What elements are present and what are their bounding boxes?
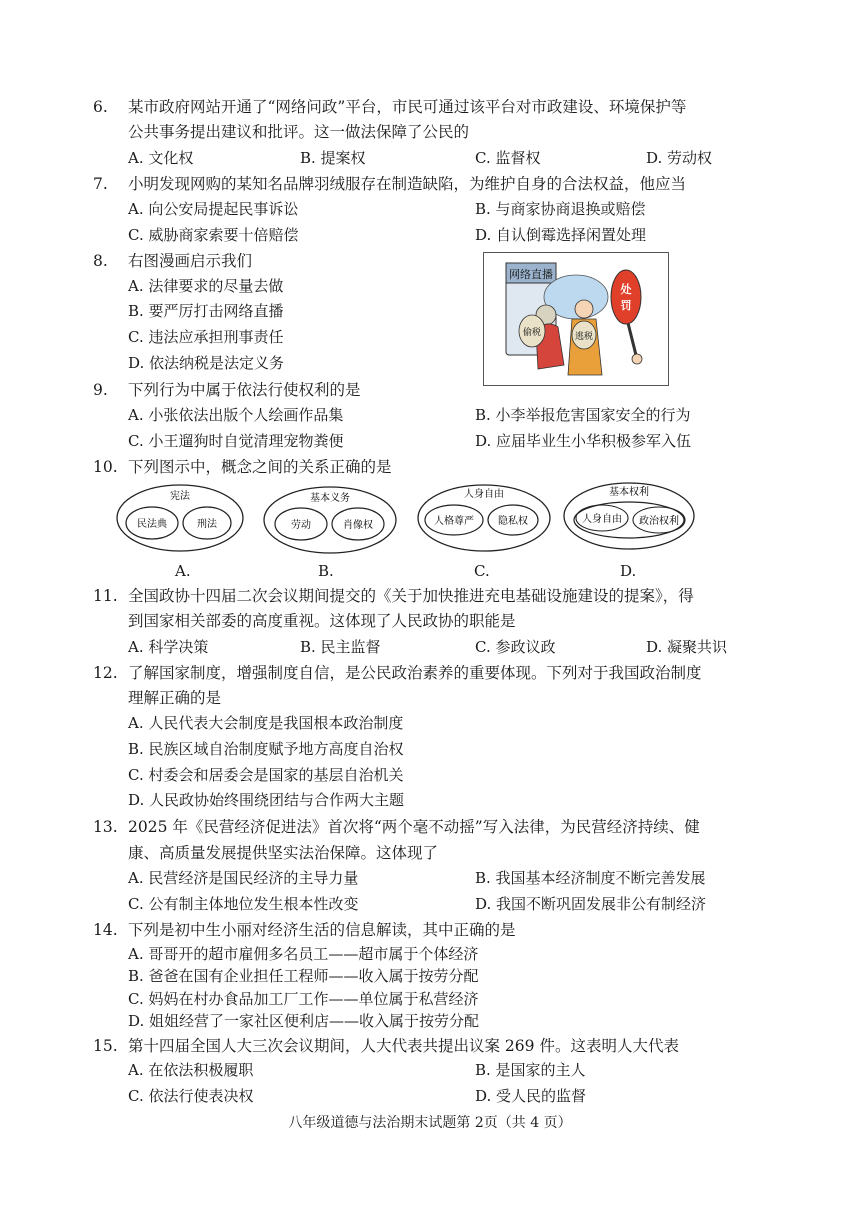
option-d: D. 自认倒霉选择闲置处理 — [475, 226, 647, 244]
option-c: C. 监督权 — [475, 149, 541, 167]
option-a: A. 向公安局提起民事诉讼 — [128, 200, 299, 218]
paddle-text-1: 处 — [620, 283, 632, 296]
question-stem: 下列是初中生小丽对经济生活的信息解读，其中正确的是 — [128, 921, 516, 939]
diagram-d-outer: 基本权利 — [609, 487, 649, 498]
diagram-b-outer: 基本义务 — [310, 493, 350, 504]
option-c: C. 威胁商家索要十倍赔偿 — [128, 226, 299, 244]
option-d: D. 姐姐经营了一家社区便利店——收入属于按劳分配 — [128, 1012, 480, 1030]
option-b: B. 是国家的主人 — [475, 1061, 586, 1079]
question-number: 10. — [93, 458, 118, 476]
diagram-c-letter: C. — [474, 562, 490, 580]
question-number: 6. — [93, 98, 108, 116]
question-stem: 下列行为中属于依法行使权利的是 — [128, 381, 361, 399]
diagram-d-inner-2: 政治权利 — [639, 516, 679, 527]
diagram-c-inner-1: 人格尊严 — [434, 516, 474, 527]
question-number: 14. — [93, 921, 118, 939]
question-stem: 公共事务提出建议和批评。这一做法保障了公民的 — [128, 123, 470, 141]
diagram-a-inner-2: 刑法 — [197, 519, 217, 530]
cartoon-sign-text: 网络直播 — [509, 268, 553, 281]
option-c: C. 违法应承担刑事责任 — [128, 328, 284, 346]
question-stem: 下列图示中，概念之间的关系正确的是 — [128, 458, 392, 476]
option-a: A. 法律要求的尽量去做 — [128, 277, 284, 295]
question-number: 9. — [93, 381, 108, 399]
option-c: C. 依法行使表决权 — [128, 1087, 254, 1105]
option-b: B. 爸爸在国有企业担任工程师——收入属于按劳分配 — [128, 967, 479, 985]
tax-cartoon-image — [483, 252, 669, 386]
question-stem: 康、高质量发展提供坚实法治保障。这体现了 — [128, 844, 439, 862]
diagram-a-letter: A. — [175, 562, 191, 580]
question-stem: 2025 年《民营经济促进法》首次将“两个毫不动摇”写入法律，为民营经济持续、健 — [128, 818, 700, 836]
option-a: A. 在依法积极履职 — [128, 1061, 254, 1079]
option-d: D. 应届毕业生小华积极参军入伍 — [475, 432, 692, 450]
diagram-b-letter: B. — [318, 562, 334, 580]
question-number: 8. — [93, 252, 108, 270]
page-footer: 八年级道德与法治期末试题第 2页（共 4 页） — [288, 1115, 572, 1131]
option-c: C. 公有制主体地位发生根本性改变 — [128, 895, 359, 913]
option-d: D. 受人民的监督 — [475, 1087, 587, 1105]
concept-diagrams — [0, 480, 860, 560]
question-number: 15. — [93, 1037, 118, 1055]
option-b: B. 要严厉打击网络直播 — [128, 302, 284, 320]
question-stem: 第十四届全国人大三次会议期间，人大代表共提出议案 269 件。这表明人大代表 — [128, 1037, 679, 1055]
question-number: 13. — [93, 818, 118, 836]
option-b: B. 提案权 — [300, 149, 366, 167]
diagram-b-inner-1: 劳动 — [291, 520, 311, 531]
question-number: 11. — [93, 587, 118, 605]
option-c: C. 参政议政 — [475, 638, 556, 656]
diagram-b-inner-2: 肖像权 — [343, 520, 373, 531]
question-stem: 某市政府网站开通了“网络问政”平台，市民可通过该平台对市政建设、环境保护等 — [128, 98, 687, 116]
question-number: 7. — [93, 175, 108, 193]
diagram-a-inner-1: 民法典 — [137, 519, 167, 530]
diagram-c-inner-2: 隐私权 — [498, 516, 528, 527]
option-a: A. 民营经济是国民经济的主导力量 — [128, 869, 359, 887]
option-b: B. 与商家协商退换或赔偿 — [475, 200, 646, 218]
option-a: A. 科学决策 — [128, 638, 209, 656]
option-b: B. 我国基本经济制度不断完善发展 — [475, 869, 706, 887]
option-c: C. 小王遛狗时自觉清理宠物粪便 — [128, 432, 344, 450]
question-number: 12. — [93, 664, 118, 682]
option-c: C. 妈妈在村办食品加工厂工作——单位属于私营经济 — [128, 990, 479, 1008]
option-a: A. 人民代表大会制度是我国根本政治制度 — [128, 714, 404, 732]
bag-label-1: 偷税 — [522, 328, 542, 338]
question-stem: 右图漫画启示我们 — [128, 252, 253, 270]
question-stem: 全国政协十四届二次会议期间提交的《关于加快推进充电基础设施建设的提案》，得 — [128, 587, 694, 605]
option-b: B. 民主监督 — [300, 638, 381, 656]
option-d: D. 我国不断巩固发展非公有制经济 — [475, 895, 707, 913]
question-stem: 理解正确的是 — [128, 689, 222, 707]
option-d: D. 依法纳税是法定义务 — [128, 354, 285, 372]
paddle-text-2: 罚 — [620, 299, 632, 312]
option-d: D. 凝聚共识 — [646, 638, 728, 656]
option-a: A. 哥哥开的超市雇佣多名员工——超市属于个体经济 — [128, 945, 479, 963]
question-stem: 了解国家制度，增强制度自信，是公民政治素养的重要体现。下列对于我国政治制度 — [128, 664, 702, 682]
option-b: B. 小李举报危害国家安全的行为 — [475, 406, 691, 424]
option-a: A. 文化权 — [128, 149, 194, 167]
diagram-d-inner-1: 人身自由 — [582, 514, 622, 525]
diagram-d-letter: D. — [620, 562, 637, 580]
question-stem: 小明发现网购的某知名品牌羽绒服存在制造缺陷，为维护自身的合法权益，他应当 — [128, 175, 687, 193]
diagram-a-outer: 宪法 — [170, 491, 190, 502]
option-d: D. 劳动权 — [646, 149, 713, 167]
option-b: B. 民族区域自治制度赋予地方高度自治权 — [128, 740, 404, 758]
option-a: A. 小张依法出版个人绘画作品集 — [128, 406, 344, 424]
diagram-c-outer: 人身自由 — [464, 489, 504, 500]
option-d: D. 人民政协始终围绕团结与合作两大主题 — [128, 791, 405, 809]
question-stem: 到国家相关部委的高度重视。这体现了人民政协的职能是 — [128, 612, 516, 630]
option-c: C. 村委会和居委会是国家的基层自治机关 — [128, 766, 404, 784]
bag-label-2: 逃税 — [574, 332, 594, 342]
